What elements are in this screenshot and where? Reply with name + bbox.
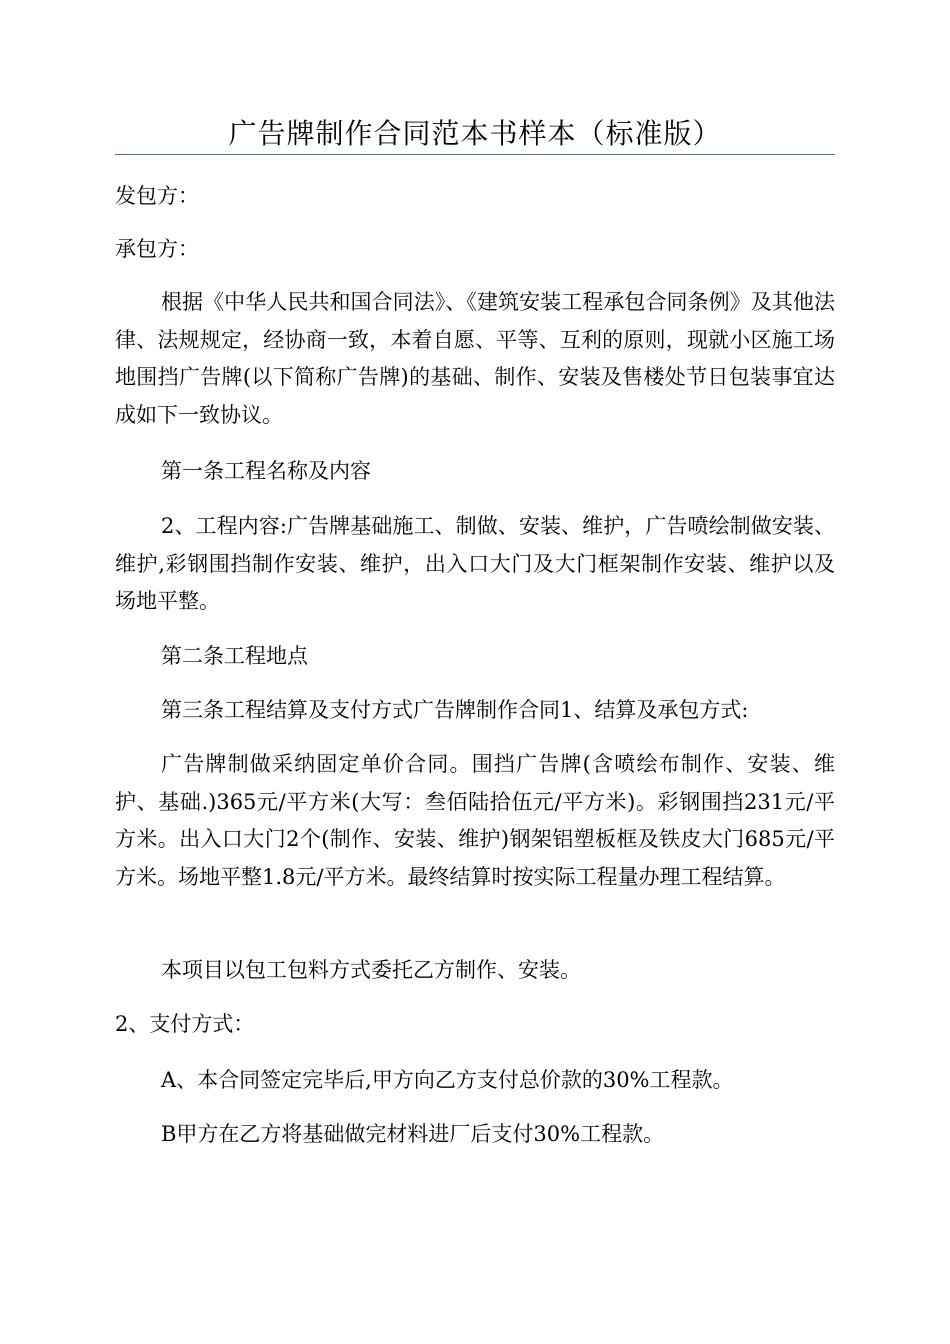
method-paragraph: 本项目以包工包料方式委托乙方制作、安装。	[161, 958, 581, 982]
article-1-heading: 第一条工程名称及内容	[161, 459, 371, 483]
article-1-item-2: 2、工程内容:广告牌基础施工、制做、安装、维护，广告喷绘制做安装、维护,彩钢围挡制作安装、维护，出入口大门及大门框架制作安装、维护以及场地平整。	[115, 514, 835, 613]
payment-heading: 2、支付方式：	[115, 1012, 255, 1036]
document-title: 广告牌制作合同范本书样本（标准版）	[228, 117, 722, 150]
article-2-heading: 第二条工程地点	[161, 644, 308, 668]
title-underline	[115, 154, 835, 155]
party-b-label: 承包方：	[115, 237, 199, 261]
party-a-label: 发包方：	[115, 184, 199, 208]
payment-item-b: B甲方在乙方将基础做完材料进厂后支付30%工程款。	[161, 1122, 665, 1146]
pricing-paragraph: 广告牌制做采纳固定单价合同。围挡广告牌(含喷绘布制作、安装、维护、基础.)365元/平方米(大写：叁佰陆拾伍元/平方米)。彩钢围挡231元/平方米。出入口大门2个(制作、安装、维护)钢架铝塑板框及铁皮大门685元/平方米。场地平整1.8元/平方米。最终结算时按实际工程量办理工程结算。	[115, 752, 835, 889]
intro-paragraph: 根据《中华人民共和国合同法》、《建筑安装工程承包合同条例》及其他法律、法规规定，经协商一致，本着自愿、平等、互利的原则，现就小区施工场地围挡广告牌(以下简称广告牌)的基础、制作、安装及售楼处节日包装事宜达成如下一致协议。	[115, 290, 835, 427]
article-3-heading: 第三条工程结算及支付方式广告牌制作合同1、结算及承包方式:	[161, 698, 749, 722]
payment-item-a: A、本合同签定完毕后,甲方向乙方支付总价款的30%工程款。	[161, 1068, 734, 1092]
